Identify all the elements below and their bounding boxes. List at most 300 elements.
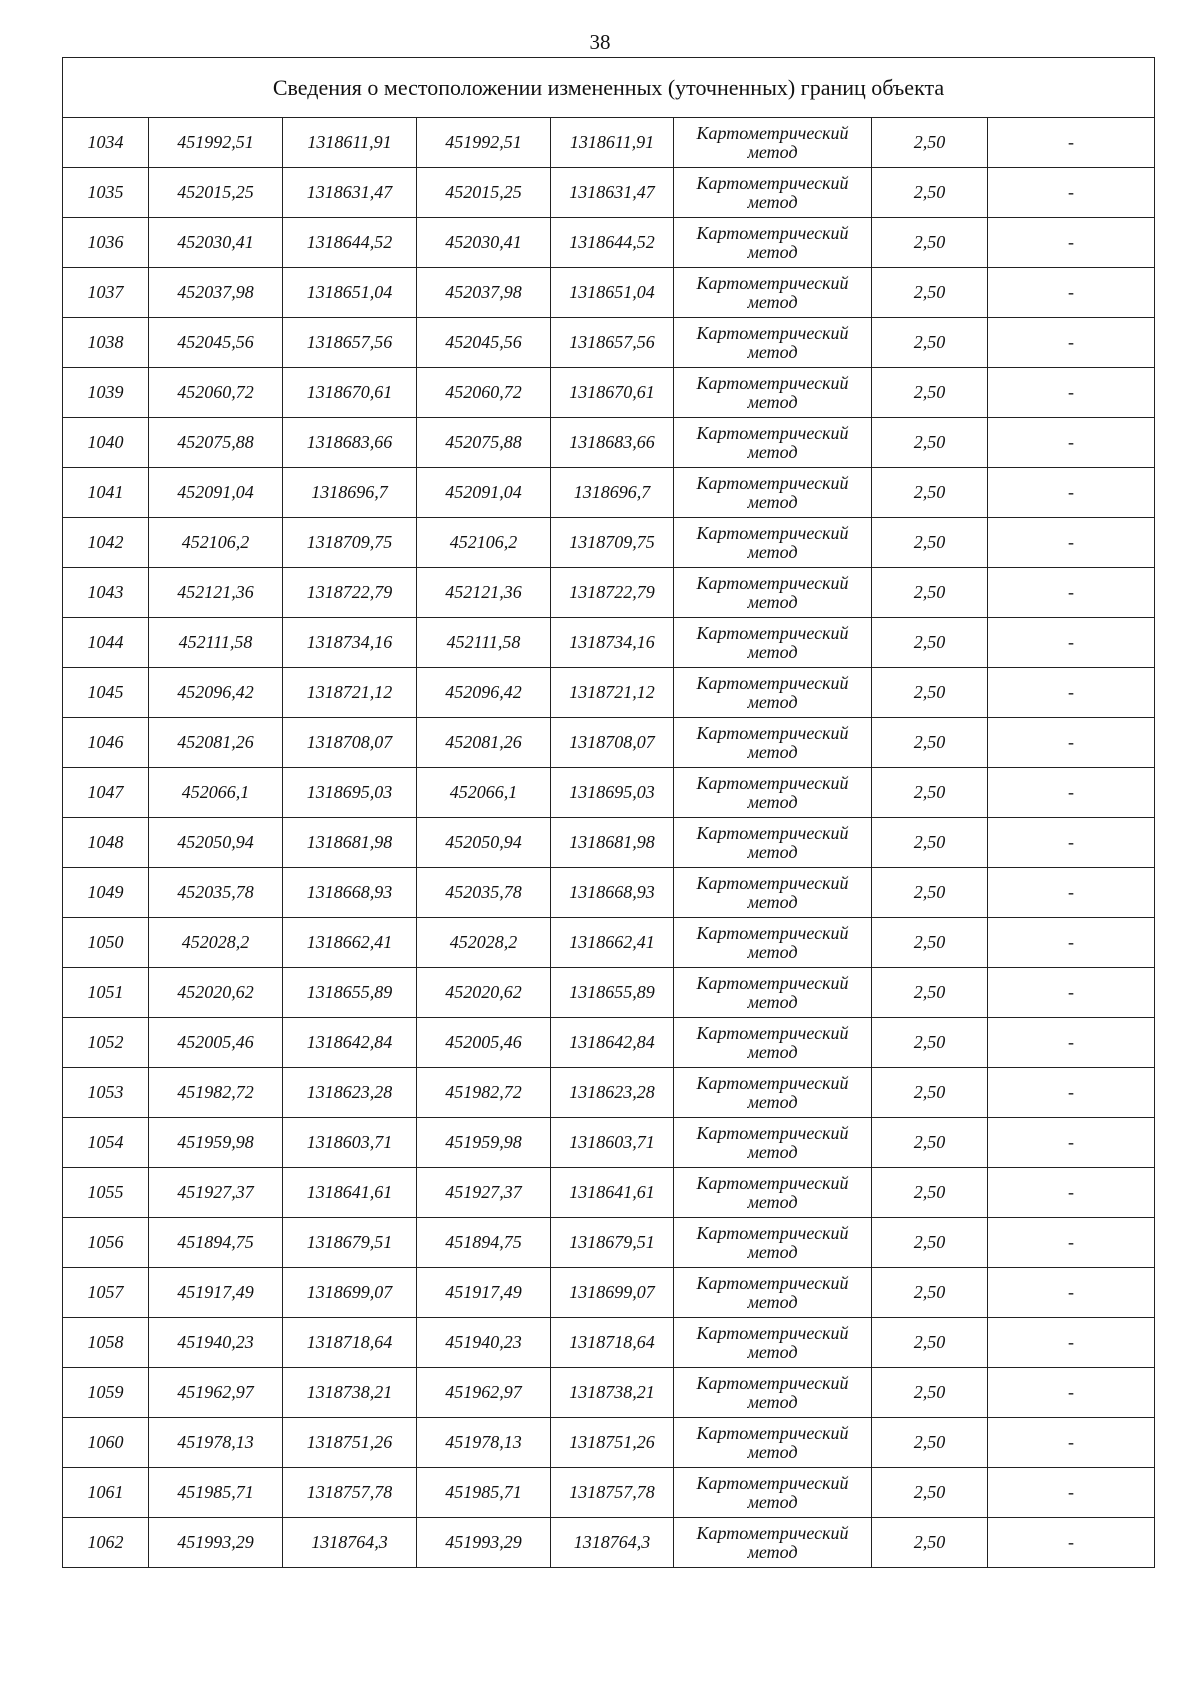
x-new-cell: 452037,98 bbox=[417, 268, 551, 318]
note-cell: - bbox=[988, 168, 1155, 218]
method-line-1: Картометрический bbox=[696, 872, 849, 893]
method-line-1: Картометрический bbox=[696, 322, 849, 343]
accuracy-cell: 2,50 bbox=[872, 1168, 988, 1218]
table-row bbox=[63, 518, 1155, 568]
x-new-cell: 451985,71 bbox=[417, 1468, 551, 1518]
point-id-cell: 1047 bbox=[63, 768, 149, 818]
note-cell: - bbox=[988, 1168, 1155, 1218]
accuracy-cell: 2,50 bbox=[872, 618, 988, 668]
note-cell: - bbox=[988, 918, 1155, 968]
method-cell bbox=[674, 368, 872, 418]
y-existing-cell: 1318668,93 bbox=[283, 868, 417, 918]
method-line-2: метод bbox=[747, 1291, 798, 1312]
table-row bbox=[63, 1318, 1155, 1368]
accuracy-cell: 2,50 bbox=[872, 1068, 988, 1118]
y-existing-cell: 1318721,12 bbox=[283, 668, 417, 718]
accuracy-cell: 2,50 bbox=[872, 1468, 988, 1518]
x-existing-cell: 452106,2 bbox=[149, 518, 283, 568]
point-id-cell: 1039 bbox=[63, 368, 149, 418]
boundary-coordinates-table bbox=[62, 57, 1155, 1568]
method-cell bbox=[674, 1168, 872, 1218]
method-line-1: Картометрический bbox=[696, 1272, 849, 1293]
method-line-2: метод bbox=[747, 1191, 798, 1212]
table-row bbox=[63, 918, 1155, 968]
method-cell bbox=[674, 1118, 872, 1168]
method-line-2: метод bbox=[747, 1141, 798, 1162]
method-line-1: Картометрический bbox=[696, 572, 849, 593]
method-line-2: метод bbox=[747, 591, 798, 612]
method-line-1: Картометрический bbox=[696, 722, 849, 743]
accuracy-cell: 2,50 bbox=[872, 1418, 988, 1468]
accuracy-cell: 2,50 bbox=[872, 818, 988, 868]
table-row bbox=[63, 1118, 1155, 1168]
note-cell: - bbox=[988, 1368, 1155, 1418]
x-existing-cell: 452066,1 bbox=[149, 768, 283, 818]
method-line-1: Картометрический bbox=[696, 1322, 849, 1343]
accuracy-cell: 2,50 bbox=[872, 1218, 988, 1268]
y-existing-cell: 1318681,98 bbox=[283, 818, 417, 868]
y-existing-cell: 1318670,61 bbox=[283, 368, 417, 418]
method-line-1: Картометрический bbox=[696, 422, 849, 443]
method-cell bbox=[674, 1418, 872, 1468]
method-cell bbox=[674, 718, 872, 768]
point-id-cell: 1054 bbox=[63, 1118, 149, 1168]
table-row bbox=[63, 1068, 1155, 1118]
method-line-1: Картометрический bbox=[696, 1522, 849, 1543]
point-id-cell: 1034 bbox=[63, 118, 149, 168]
y-new-cell: 1318642,84 bbox=[551, 1018, 674, 1068]
method-line-2: метод bbox=[747, 991, 798, 1012]
table-row bbox=[63, 218, 1155, 268]
y-new-cell: 1318651,04 bbox=[551, 268, 674, 318]
point-id-cell: 1062 bbox=[63, 1518, 149, 1568]
accuracy-cell: 2,50 bbox=[872, 868, 988, 918]
accuracy-cell: 2,50 bbox=[872, 1368, 988, 1418]
x-existing-cell: 452111,58 bbox=[149, 618, 283, 668]
method-line-1: Картометрический bbox=[696, 122, 849, 143]
note-cell: - bbox=[988, 468, 1155, 518]
table-row bbox=[63, 1168, 1155, 1218]
accuracy-cell: 2,50 bbox=[872, 768, 988, 818]
method-cell bbox=[674, 318, 872, 368]
method-cell bbox=[674, 1368, 872, 1418]
table-row bbox=[63, 368, 1155, 418]
method-line-2: метод bbox=[747, 141, 798, 162]
table-row bbox=[63, 318, 1155, 368]
note-cell: - bbox=[988, 768, 1155, 818]
method-line-1: Картометрический bbox=[696, 1472, 849, 1493]
point-id-cell: 1053 bbox=[63, 1068, 149, 1118]
method-line-2: метод bbox=[747, 941, 798, 962]
y-new-cell: 1318603,71 bbox=[551, 1118, 674, 1168]
note-cell: - bbox=[988, 118, 1155, 168]
x-new-cell: 451993,29 bbox=[417, 1518, 551, 1568]
x-existing-cell: 451982,72 bbox=[149, 1068, 283, 1118]
point-id-cell: 1038 bbox=[63, 318, 149, 368]
accuracy-cell: 2,50 bbox=[872, 1118, 988, 1168]
page-number: 38 bbox=[589, 30, 611, 54]
method-line-1: Картометрический bbox=[696, 272, 849, 293]
accuracy-cell: 2,50 bbox=[872, 318, 988, 368]
method-cell bbox=[674, 518, 872, 568]
x-new-cell: 452091,04 bbox=[417, 468, 551, 518]
accuracy-cell: 2,50 bbox=[872, 568, 988, 618]
table-row bbox=[63, 568, 1155, 618]
y-existing-cell: 1318644,52 bbox=[283, 218, 417, 268]
table-row bbox=[63, 668, 1155, 718]
method-line-2: метод bbox=[747, 1441, 798, 1462]
y-new-cell: 1318709,75 bbox=[551, 518, 674, 568]
y-new-cell: 1318681,98 bbox=[551, 818, 674, 868]
y-new-cell: 1318734,16 bbox=[551, 618, 674, 668]
method-line-2: метод bbox=[747, 291, 798, 312]
table-row bbox=[63, 268, 1155, 318]
y-new-cell: 1318623,28 bbox=[551, 1068, 674, 1118]
y-existing-cell: 1318611,91 bbox=[283, 118, 417, 168]
accuracy-cell: 2,50 bbox=[872, 518, 988, 568]
y-existing-cell: 1318603,71 bbox=[283, 1118, 417, 1168]
y-existing-cell: 1318655,89 bbox=[283, 968, 417, 1018]
method-line-2: метод bbox=[747, 1491, 798, 1512]
method-line-2: метод bbox=[747, 1041, 798, 1062]
note-cell: - bbox=[988, 218, 1155, 268]
point-id-cell: 1061 bbox=[63, 1468, 149, 1518]
method-line-1: Картометрический bbox=[696, 1122, 849, 1143]
x-new-cell: 451940,23 bbox=[417, 1318, 551, 1368]
accuracy-cell: 2,50 bbox=[872, 968, 988, 1018]
method-line-2: метод bbox=[747, 541, 798, 562]
method-line-1: Картометрический bbox=[696, 1372, 849, 1393]
accuracy-cell: 2,50 bbox=[872, 118, 988, 168]
x-existing-cell: 452050,94 bbox=[149, 818, 283, 868]
x-existing-cell: 451940,23 bbox=[149, 1318, 283, 1368]
note-cell: - bbox=[988, 418, 1155, 468]
x-existing-cell: 451959,98 bbox=[149, 1118, 283, 1168]
method-line-2: метод bbox=[747, 191, 798, 212]
method-line-1: Картометрический bbox=[696, 1172, 849, 1193]
x-existing-cell: 452091,04 bbox=[149, 468, 283, 518]
point-id-cell: 1051 bbox=[63, 968, 149, 1018]
point-id-cell: 1042 bbox=[63, 518, 149, 568]
method-line-2: метод bbox=[747, 241, 798, 262]
method-line-2: метод bbox=[747, 1541, 798, 1562]
y-existing-cell: 1318722,79 bbox=[283, 568, 417, 618]
method-line-1: Картометрический bbox=[696, 922, 849, 943]
x-existing-cell: 451992,51 bbox=[149, 118, 283, 168]
method-line-2: метод bbox=[747, 891, 798, 912]
y-existing-cell: 1318757,78 bbox=[283, 1468, 417, 1518]
x-new-cell: 451992,51 bbox=[417, 118, 551, 168]
method-cell bbox=[674, 918, 872, 968]
x-existing-cell: 452028,2 bbox=[149, 918, 283, 968]
note-cell: - bbox=[988, 268, 1155, 318]
table-row bbox=[63, 118, 1155, 168]
y-new-cell: 1318670,61 bbox=[551, 368, 674, 418]
x-new-cell: 451982,72 bbox=[417, 1068, 551, 1118]
x-existing-cell: 452037,98 bbox=[149, 268, 283, 318]
note-cell: - bbox=[988, 1218, 1155, 1268]
method-cell bbox=[674, 1268, 872, 1318]
point-id-cell: 1043 bbox=[63, 568, 149, 618]
y-new-cell: 1318722,79 bbox=[551, 568, 674, 618]
accuracy-cell: 2,50 bbox=[872, 1318, 988, 1368]
method-line-2: метод bbox=[747, 441, 798, 462]
method-line-1: Картометрический bbox=[696, 972, 849, 993]
x-new-cell: 452030,41 bbox=[417, 218, 551, 268]
y-existing-cell: 1318683,66 bbox=[283, 418, 417, 468]
x-new-cell: 451894,75 bbox=[417, 1218, 551, 1268]
point-id-cell: 1052 bbox=[63, 1018, 149, 1068]
table-row bbox=[63, 1518, 1155, 1568]
note-cell: - bbox=[988, 818, 1155, 868]
point-id-cell: 1050 bbox=[63, 918, 149, 968]
y-existing-cell: 1318734,16 bbox=[283, 618, 417, 668]
method-line-1: Картометрический bbox=[696, 1422, 849, 1443]
x-existing-cell: 452045,56 bbox=[149, 318, 283, 368]
table-row bbox=[63, 968, 1155, 1018]
method-cell bbox=[674, 118, 872, 168]
x-new-cell: 451917,49 bbox=[417, 1268, 551, 1318]
x-new-cell: 452106,2 bbox=[417, 518, 551, 568]
point-id-cell: 1057 bbox=[63, 1268, 149, 1318]
note-cell: - bbox=[988, 368, 1155, 418]
point-id-cell: 1041 bbox=[63, 468, 149, 518]
x-existing-cell: 452075,88 bbox=[149, 418, 283, 468]
table-row bbox=[63, 818, 1155, 868]
x-new-cell: 452035,78 bbox=[417, 868, 551, 918]
method-line-1: Картометрический bbox=[696, 622, 849, 643]
method-line-2: метод bbox=[747, 741, 798, 762]
table-row bbox=[63, 418, 1155, 468]
y-existing-cell: 1318642,84 bbox=[283, 1018, 417, 1068]
point-id-cell: 1060 bbox=[63, 1418, 149, 1468]
method-line-1: Картометрический bbox=[696, 772, 849, 793]
table-row bbox=[63, 1368, 1155, 1418]
table-row bbox=[63, 868, 1155, 918]
y-existing-cell: 1318699,07 bbox=[283, 1268, 417, 1318]
point-id-cell: 1046 bbox=[63, 718, 149, 768]
note-cell: - bbox=[988, 1468, 1155, 1518]
table-title-row bbox=[63, 58, 1155, 118]
x-existing-cell: 452005,46 bbox=[149, 1018, 283, 1068]
y-existing-cell: 1318696,7 bbox=[283, 468, 417, 518]
point-id-cell: 1036 bbox=[63, 218, 149, 268]
x-new-cell: 451978,13 bbox=[417, 1418, 551, 1468]
method-line-2: метод bbox=[747, 1341, 798, 1362]
method-cell bbox=[674, 1068, 872, 1118]
x-existing-cell: 451894,75 bbox=[149, 1218, 283, 1268]
method-line-1: Картометрический bbox=[696, 472, 849, 493]
x-new-cell: 452075,88 bbox=[417, 418, 551, 468]
y-new-cell: 1318718,64 bbox=[551, 1318, 674, 1368]
method-line-1: Картометрический bbox=[696, 222, 849, 243]
method-cell bbox=[674, 618, 872, 668]
y-new-cell: 1318662,41 bbox=[551, 918, 674, 968]
y-new-cell: 1318679,51 bbox=[551, 1218, 674, 1268]
method-line-2: метод bbox=[747, 391, 798, 412]
x-existing-cell: 452096,42 bbox=[149, 668, 283, 718]
method-cell bbox=[674, 1218, 872, 1268]
method-line-1: Картометрический bbox=[696, 1022, 849, 1043]
x-new-cell: 452020,62 bbox=[417, 968, 551, 1018]
note-cell: - bbox=[988, 1418, 1155, 1468]
x-existing-cell: 452121,36 bbox=[149, 568, 283, 618]
method-cell bbox=[674, 418, 872, 468]
point-id-cell: 1035 bbox=[63, 168, 149, 218]
y-new-cell: 1318683,66 bbox=[551, 418, 674, 468]
note-cell: - bbox=[988, 1318, 1155, 1368]
note-cell: - bbox=[988, 668, 1155, 718]
method-cell bbox=[674, 568, 872, 618]
y-existing-cell: 1318738,21 bbox=[283, 1368, 417, 1418]
accuracy-cell: 2,50 bbox=[872, 368, 988, 418]
y-existing-cell: 1318718,64 bbox=[283, 1318, 417, 1368]
point-id-cell: 1056 bbox=[63, 1218, 149, 1268]
note-cell: - bbox=[988, 968, 1155, 1018]
table-row bbox=[63, 718, 1155, 768]
y-new-cell: 1318721,12 bbox=[551, 668, 674, 718]
y-existing-cell: 1318708,07 bbox=[283, 718, 417, 768]
y-new-cell: 1318751,26 bbox=[551, 1418, 674, 1468]
x-existing-cell: 451978,13 bbox=[149, 1418, 283, 1468]
table-title: Сведения о местоположении измененных (уточненных) границ объекта bbox=[63, 58, 1155, 118]
x-existing-cell: 452081,26 bbox=[149, 718, 283, 768]
y-existing-cell: 1318641,61 bbox=[283, 1168, 417, 1218]
x-existing-cell: 451985,71 bbox=[149, 1468, 283, 1518]
note-cell: - bbox=[988, 868, 1155, 918]
method-cell bbox=[674, 868, 872, 918]
method-line-2: метод bbox=[747, 841, 798, 862]
y-new-cell: 1318699,07 bbox=[551, 1268, 674, 1318]
table-row bbox=[63, 618, 1155, 668]
table-row bbox=[63, 1218, 1155, 1268]
x-new-cell: 452081,26 bbox=[417, 718, 551, 768]
method-line-2: метод bbox=[747, 791, 798, 812]
note-cell: - bbox=[988, 1518, 1155, 1568]
method-line-2: метод bbox=[747, 1091, 798, 1112]
note-cell: - bbox=[988, 1118, 1155, 1168]
note-cell: - bbox=[988, 518, 1155, 568]
y-new-cell: 1318641,61 bbox=[551, 1168, 674, 1218]
point-id-cell: 1058 bbox=[63, 1318, 149, 1368]
table-row bbox=[63, 1418, 1155, 1468]
y-new-cell: 1318655,89 bbox=[551, 968, 674, 1018]
x-existing-cell: 451993,29 bbox=[149, 1518, 283, 1568]
x-new-cell: 452111,58 bbox=[417, 618, 551, 668]
point-id-cell: 1059 bbox=[63, 1368, 149, 1418]
method-cell bbox=[674, 818, 872, 868]
accuracy-cell: 2,50 bbox=[872, 1518, 988, 1568]
x-new-cell: 452028,2 bbox=[417, 918, 551, 968]
method-line-1: Картометрический bbox=[696, 1222, 849, 1243]
y-existing-cell: 1318695,03 bbox=[283, 768, 417, 818]
point-id-cell: 1049 bbox=[63, 868, 149, 918]
y-existing-cell: 1318623,28 bbox=[283, 1068, 417, 1118]
method-line-1: Картометрический bbox=[696, 522, 849, 543]
x-new-cell: 452005,46 bbox=[417, 1018, 551, 1068]
x-existing-cell: 451927,37 bbox=[149, 1168, 283, 1218]
accuracy-cell: 2,50 bbox=[872, 1018, 988, 1068]
x-new-cell: 451927,37 bbox=[417, 1168, 551, 1218]
point-id-cell: 1040 bbox=[63, 418, 149, 468]
x-existing-cell: 452015,25 bbox=[149, 168, 283, 218]
y-new-cell: 1318738,21 bbox=[551, 1368, 674, 1418]
x-existing-cell: 452060,72 bbox=[149, 368, 283, 418]
method-line-2: метод bbox=[747, 691, 798, 712]
method-cell bbox=[674, 1018, 872, 1068]
y-new-cell: 1318757,78 bbox=[551, 1468, 674, 1518]
table-row bbox=[63, 1468, 1155, 1518]
method-line-1: Картометрический bbox=[696, 1072, 849, 1093]
point-id-cell: 1048 bbox=[63, 818, 149, 868]
x-existing-cell: 452035,78 bbox=[149, 868, 283, 918]
x-new-cell: 452050,94 bbox=[417, 818, 551, 868]
note-cell: - bbox=[988, 1268, 1155, 1318]
x-new-cell: 452060,72 bbox=[417, 368, 551, 418]
method-line-1: Картометрический bbox=[696, 822, 849, 843]
y-new-cell: 1318764,3 bbox=[551, 1518, 674, 1568]
accuracy-cell: 2,50 bbox=[872, 718, 988, 768]
note-cell: - bbox=[988, 718, 1155, 768]
y-existing-cell: 1318679,51 bbox=[283, 1218, 417, 1268]
method-line-2: метод bbox=[747, 1391, 798, 1412]
y-new-cell: 1318631,47 bbox=[551, 168, 674, 218]
x-new-cell: 452045,56 bbox=[417, 318, 551, 368]
table-row bbox=[63, 468, 1155, 518]
x-new-cell: 452121,36 bbox=[417, 568, 551, 618]
x-new-cell: 452066,1 bbox=[417, 768, 551, 818]
point-id-cell: 1044 bbox=[63, 618, 149, 668]
y-new-cell: 1318657,56 bbox=[551, 318, 674, 368]
y-existing-cell: 1318751,26 bbox=[283, 1418, 417, 1468]
accuracy-cell: 2,50 bbox=[872, 468, 988, 518]
note-cell: - bbox=[988, 1068, 1155, 1118]
y-new-cell: 1318644,52 bbox=[551, 218, 674, 268]
y-existing-cell: 1318764,3 bbox=[283, 1518, 417, 1568]
x-new-cell: 451962,97 bbox=[417, 1368, 551, 1418]
accuracy-cell: 2,50 bbox=[872, 918, 988, 968]
x-existing-cell: 452020,62 bbox=[149, 968, 283, 1018]
accuracy-cell: 2,50 bbox=[872, 668, 988, 718]
method-cell bbox=[674, 468, 872, 518]
method-cell bbox=[674, 168, 872, 218]
y-existing-cell: 1318657,56 bbox=[283, 318, 417, 368]
accuracy-cell: 2,50 bbox=[872, 1268, 988, 1318]
y-new-cell: 1318611,91 bbox=[551, 118, 674, 168]
method-cell bbox=[674, 1468, 872, 1518]
note-cell: - bbox=[988, 568, 1155, 618]
y-existing-cell: 1318631,47 bbox=[283, 168, 417, 218]
x-existing-cell: 452030,41 bbox=[149, 218, 283, 268]
table-row bbox=[63, 768, 1155, 818]
y-existing-cell: 1318651,04 bbox=[283, 268, 417, 318]
y-new-cell: 1318708,07 bbox=[551, 718, 674, 768]
y-new-cell: 1318696,7 bbox=[551, 468, 674, 518]
note-cell: - bbox=[988, 618, 1155, 668]
method-cell bbox=[674, 218, 872, 268]
method-line-2: метод bbox=[747, 1241, 798, 1262]
y-new-cell: 1318695,03 bbox=[551, 768, 674, 818]
table-row bbox=[63, 1268, 1155, 1318]
accuracy-cell: 2,50 bbox=[872, 268, 988, 318]
method-cell bbox=[674, 968, 872, 1018]
accuracy-cell: 2,50 bbox=[872, 218, 988, 268]
method-cell bbox=[674, 1318, 872, 1368]
point-id-cell: 1045 bbox=[63, 668, 149, 718]
method-cell bbox=[674, 1518, 872, 1568]
y-existing-cell: 1318709,75 bbox=[283, 518, 417, 568]
method-cell bbox=[674, 768, 872, 818]
